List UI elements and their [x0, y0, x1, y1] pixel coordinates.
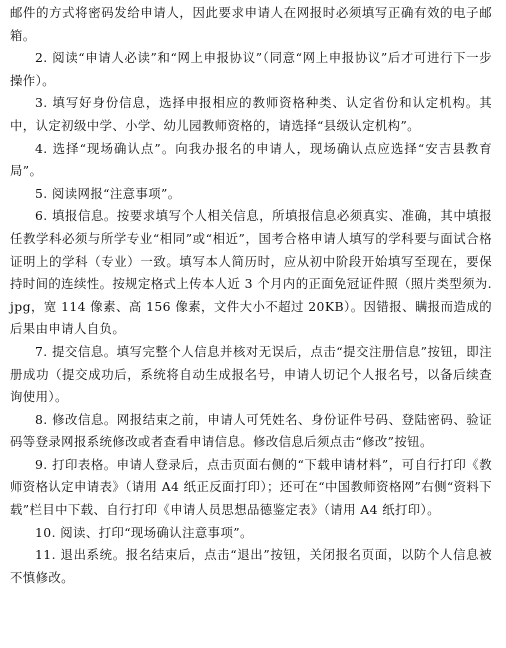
paragraph-step-7: 7. 提交信息。填写完整个人信息并核对无误后，点击“提交注册信息”按钮，即注册成功（提交成功后，系统将自动生成报名号，申请人切记个人报名号，以备后续查询使用）。 — [10, 343, 492, 405]
paragraph-step-11: 11. 退出系统。报名结束后，点击“退出”按钮，关闭报名页面，以防个人信息被不慎修改。 — [10, 547, 492, 585]
paragraph-step-5: 5. 阅读网报“注意事项”。 — [35, 185, 181, 201]
paragraph-step-6: 6. 填报信息。按要求填写个人相关信息，所填报信息必须真实、准确，其中填报任教学科必须与所学专业“相同”或“相近”，国考合格申请人填写的学科要与面试合格证明上的学科（专业）一致。填写本人简历时，应从初中阶段开始填写至现在，要保持时间的连续性。按规定格式上传本人近 3 个月内的正面免冠证件照（照片类型须为. jpg，宽 114 像素、高 156 像素，文件大小不超过 20KB）。因错报、瞒报而造成的后果由申请人自负。 — [10, 208, 492, 337]
paragraph-step-8: 8. 修改信息。网报结束之前，申请人可凭姓名、身份证件号码、登陆密码、验证码等登录网报系统修改或者查看申请信息。修改信息后须点击“修改”按钮。 — [10, 411, 492, 450]
paragraph-step-3: 3. 填写好身份信息，选择申报相应的教师资格种类、认定省份和认定机构。其中，认定初级中学、小学、幼儿园教师资格的，请选择“县级认定机构”。 — [10, 95, 492, 133]
paragraph-intro: 邮件的方式将密码发给申请人，因此要求申请人在网报时必须填写正确有效的电子邮箱。 — [10, 5, 492, 43]
paragraph-step-4: 4. 选择“现场确认点”。向我办报名的申请人，现场确认点应选择“安吉县教育局”。 — [10, 140, 492, 179]
paragraph-step-10: 10. 阅读、打印“现场确认注意事项”。 — [35, 524, 253, 540]
paragraph-step-2: 2. 阅读“申请人必读”和“网上申报协议”（同意“网上申报协议”后才可进行下一步操作）。 — [10, 50, 492, 88]
paragraph-step-9: 9. 打印表格。申请人登录后，点击页面右侧的“下载申请材料”，可自行打印《教师资格认定申请表》（请用 A4 纸正反面打印）；还可在“中国教师资格网”右侧“资料下载”栏目中下载、自行打印《申请人员思想品德鉴定表》（请用 A4 纸打印）。 — [10, 456, 492, 518]
